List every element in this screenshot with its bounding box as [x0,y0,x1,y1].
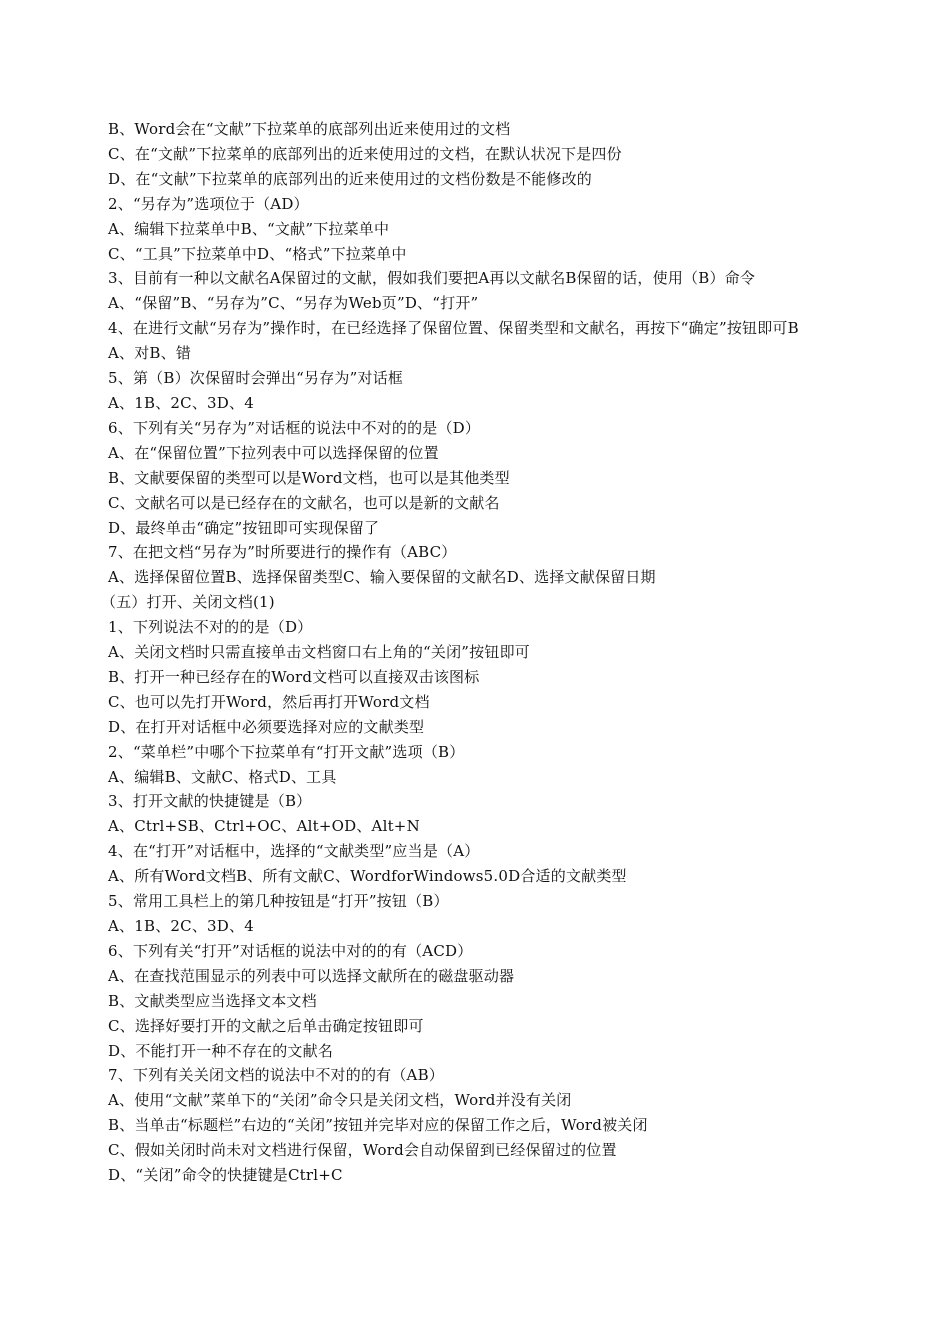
text-line: A、选择保留位置B、选择保留类型C、输入要保留的文献名D、选择文献保留日期 [108,568,656,587]
text-line: C、“工具”下拉菜单中D、“格式”下拉菜单中 [108,244,407,263]
text-line: C、也可以先打开Word，然后再打开Word文档 [108,692,430,711]
question-line: 2、“另存为”选项位于（AD） [108,194,309,213]
text-line: A、在查找范围显示的列表中可以选择文献所在的磁盘驱动器 [108,966,515,985]
text-line: B、当单击“标题栏”右边的“关闭”按钮并完毕对应的保留工作之后，Word被关闭 [108,1116,648,1135]
text-line: C、选择好要打开的文献之后单击确定按钮即可 [108,1016,424,1035]
question-line: 5、第（B）次保留时会弹出“另存为”对话框 [108,369,404,388]
text-line: B、文献要保留的类型可以是Word文档，也可以是其他类型 [108,468,510,487]
question-line: 4、在进行文献“另存为”操作时，在已经选择了保留位置、保留类型和文献名，再按下“确定”按钮即可B [108,319,799,338]
text-line: D、在打开对话框中必须要选择对应的文献类型 [108,717,425,736]
text-line: D、不能打开一种不存在的文献名 [108,1041,334,1060]
text-line: A、在“保留位置”下拉列表中可以选择保留的位置 [108,443,439,462]
text-line: A、Ctrl+SB、Ctrl+OC、Alt+OD、Alt+N [108,817,420,836]
text-line: B、文献类型应当选择文本文档 [108,991,317,1010]
question-line: 7、下列有关关闭文档的说法中不对的的有（AB） [108,1066,445,1085]
question-line: 7、在把文档“另存为”时所要进行的操作有（ABC） [108,543,457,562]
text-line: D、最终单击“确定”按钮即可实现保留了 [108,518,380,537]
text-line: C、文献名可以是已经存在的文献名，也可以是新的文献名 [108,493,500,512]
text-line: D、在“文献”下拉菜单的底部列出的近来使用过的文档份数是不能修改的 [108,169,592,188]
text-line: C、在“文献”下拉菜单的底部列出的近来使用过的文档，在默认状况下是四份 [108,144,622,163]
question-line: 3、打开文献的快捷键是（B） [108,792,312,811]
text-line: C、假如关闭时尚未对文档进行保留，Word会自动保留到已经保留过的位置 [108,1141,617,1160]
text-line: B、打开一种已经存在的Word文档可以直接双击该图标 [108,667,480,686]
question-line: 4、在“打开”对话框中，选择的“文献类型”应当是（A） [108,842,480,861]
text-line: A、对B、错 [108,344,192,363]
question-line: 1、下列说法不对的的是（D） [108,618,313,637]
text-line: A、1B、2C、3D、4 [108,917,254,935]
question-line: 5、常用工具栏上的第几种按钮是“打开”按钮（B） [108,892,449,911]
question-line: 2、“菜单栏”中哪个下拉菜单有“打开文献”选项（B） [108,742,465,761]
text-line: A、所有Word文档B、所有文献C、WordforWindows5.0D合适的文献类型 [108,867,627,886]
document-body [101,117,828,1188]
text-line: A、编辑下拉菜单中B、“文献”下拉菜单中 [108,219,390,238]
text-line: A、“保留”B、“另存为”C、“另存为Web页”D、“打开” [108,294,479,313]
question-line: 6、下列有关“另存为”对话框的说法中不对的的是（D） [108,418,481,437]
text-line: A、编辑B、文献C、格式D、工具 [108,767,337,786]
text-line: A、关闭文档时只需直接单击文档窗口右上角的“关闭”按钮即可 [108,643,530,662]
text-line: A、使用“文献”菜单下的“关闭”命令只是关闭文档，Word并没有关闭 [108,1091,572,1110]
text-line: B、Word会在“文献”下拉菜单的底部列出近来使用过的文档 [108,120,511,138]
text-line: D、“关闭”命令的快捷键是Ctrl+C [108,1166,343,1185]
question-line: 6、下列有关“打开”对话框的说法中对的的有（ACD） [108,941,473,960]
text-line: A、1B、2C、3D、4 [108,393,254,412]
question-line: 3、目前有一种以文献名A保留过的文献，假如我们要把A再以文献名B保留的话，使用（B）命令 [108,269,756,288]
section-heading: （五）打开、关闭文档(1) [101,593,275,612]
